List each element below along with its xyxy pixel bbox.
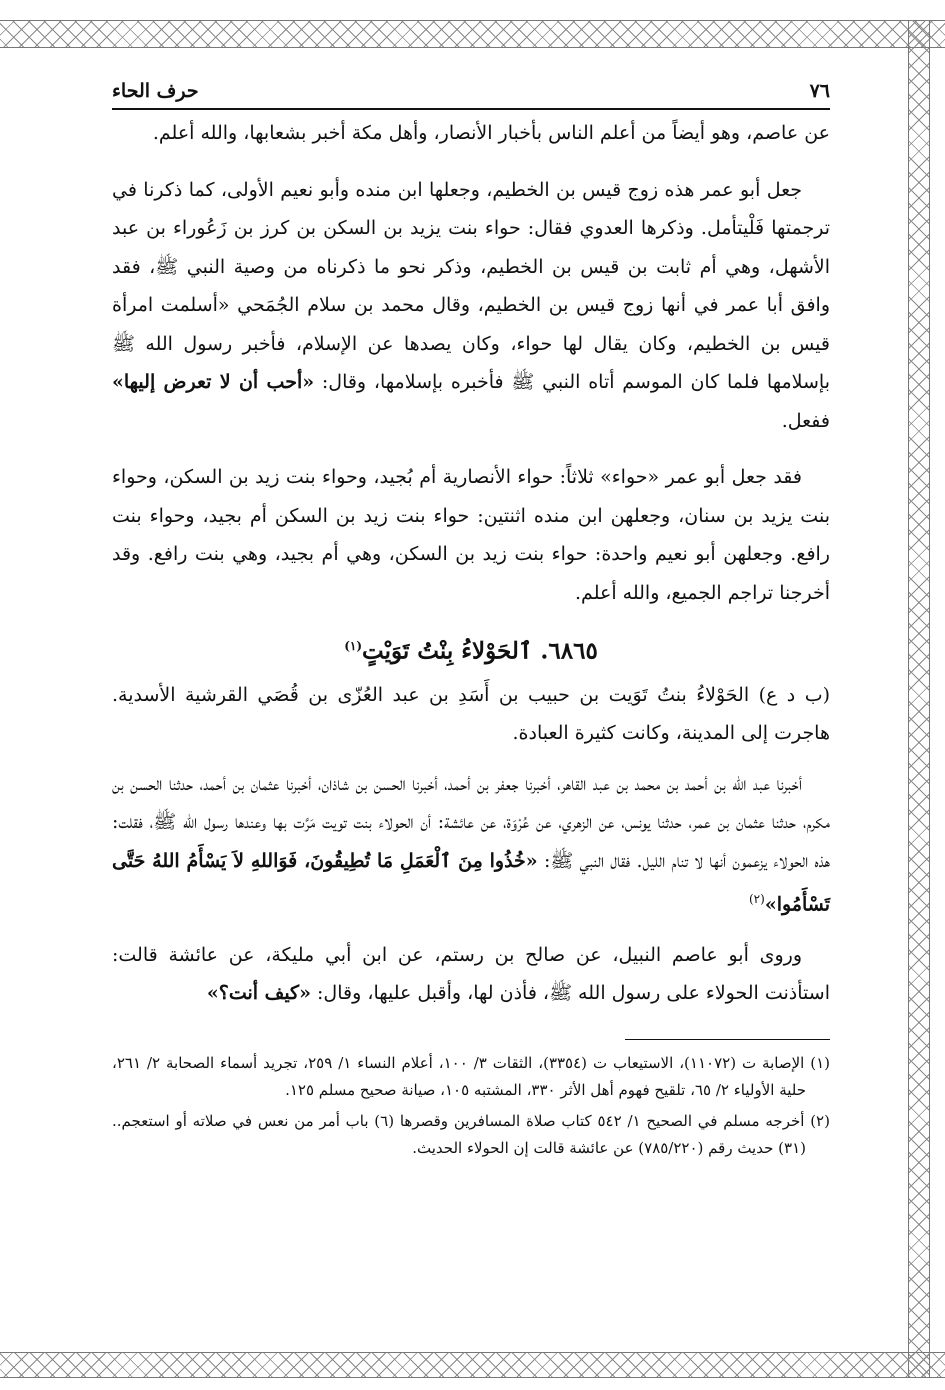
hadith-quote-1: «أحب أن لا تعرض إليها»: [112, 371, 315, 393]
running-title: حرف الحاء: [112, 80, 199, 102]
hadith-quote-2: «خُذُوا مِنَ ٱلْعَمَلِ مَا تُطِيقُونَ، فَوَاللهِ لاَ يَسْأَمُ اللهُ حَتَّى تَسْأَمُوا»: [112, 849, 830, 916]
paragraph-6-text: وروى أبو عاصم النبيل، عن صالح بن رستم، عن ابن أبي مليكة، عن عائشة قالت: استأذنت الحولاء على رسول الله ﷺ، فأذن لها، وأقبل عليها، وقال:: [112, 943, 830, 1005]
ornamental-border-top: [0, 20, 945, 48]
paragraph-1: عن عاصم، وهو أيضاً من أعلم الناس بأخبار الأنصار، وأهل مكة أخبر بشعابها، والله أعلم.: [152, 122, 830, 144]
paragraph-3: فقد جعل أبو عمر «حواء» ثلاثاً: حواء الأنصارية أم بُجيد، وحواء بنت زيد بن السكن، وحواء بنت يزيد بن سنان، وجعلهن ابن منده اثنتين: حواء بنت زيد بن السكن أم بجيد، وحواء بنت رافع. وجعلهن أبو نعيم واحدة: حواء بنت زيد بن السكن، وهي أم بجيد، وهي بنت رافع. وقد أخرجنا تراجم الجميع، والله أعلم.: [112, 466, 830, 604]
entry-title-text: ٦٨٦٥. ٱلحَوْلاءُ بِنْتُ تَوَيْتٍ: [362, 637, 598, 665]
entry-note-ref: (١): [344, 639, 363, 653]
paragraph-4: (ب د ع) الحَوْلاءُ بنتُ تَوَيت بن حبيب بن أَسَدِ بن عبد العُزّى بن قُصَي القرشية الأسدية. هاجرت إلى المدينة، وكانت كثيرة العبادة.: [112, 683, 830, 745]
ornamental-border-bottom: [0, 1352, 945, 1378]
paragraph-5: [112, 765, 830, 924]
hadith-quote-3: «كيف أنت؟»: [206, 982, 311, 1005]
paragraph-2-text: جعل أبو عمر هذه زوج قيس بن الخطيم، وجعلها ابن منده وأبو نعيم الأولى، كما ذكرنا في ترجمتها فَلْيتأمل. وذكرها العدوي فقال: حواء بنت يزيد بن السكن بن كرز بن زَعُوراء بن عبد الأشهل، وهي أم ثابت بن قيس بن الخطيم، وذكر نحو ما ذكرناه من وصية النبي ﷺ، فقد وافق أبا عمر في أنها زوج قيس بن الخطيم، وقال محمد بن سلام الجُمَحي «أسلمت امرأة قيس بن الخطيم، وكان يقال لها حواء، وكان يصدها عن الإسلام، فأخبر رسول الله ﷺ بإسلامها فلما كان الموسم أتاه النبي ﷺ فأخبره بإسلامها، وقال:: [112, 178, 830, 393]
paragraph-6: [112, 936, 830, 1013]
footnote-divider: [625, 1039, 830, 1040]
paragraph-2: [112, 171, 830, 441]
footnote-2: (٢) أخرجه مسلم في الصحيح ١/ ٥٤٢ كتاب صلاة المسافرين وقصرها (٦) باب أمر من نعس في صلاته أو استعجم.. (٣١) حديث رقم (٧٨٥/٢٢٠) عن عائشة قالت إن الحولاء الحديث.: [112, 1111, 830, 1157]
hadith-quote-2-ref: (٢): [748, 892, 765, 907]
entry-title: [112, 626, 830, 672]
page-header: [112, 80, 830, 110]
hadith-quote-1-tail: ففعل.: [781, 409, 830, 432]
paragraph-5-text: أخبرنا عبد الله بن أحمد بن محمد بن عبد القاهر، أخبرنا جعفر بن أحمد، أخبرنا الحسن بن شاذان، أخبرنا عثمان بن أحمد، حدثنا الحسن بن مكرم، حدثنا عثمان بن عمر، حدثنا يونس، عن الزهري، عن عُرْوَة، عن عائشة: أن الحولاء بنت تويت مَرَّت بها وعندها رسول الله ﷺ، فقلت: هذه الحولاء يزعمون أنها لا تنام الليل. فقال النبي ﷺ:: [112, 772, 830, 872]
ornamental-border-right: [908, 20, 930, 1378]
footnote-1: (١) الإصابة ت (١١٠٧٢)، الاستيعاب ت (٣٣٥٤)، الثقات ٣/ ١٠٠، أعلام النساء ١/ ٢٥٩، تجريد أسماء الصحابة ٢/ ٢٦١، حلية الأولياء ٢/ ٦٥، تلقيح فهوم أهل الأثر ٣٣٠، المشتبه ١٠٥، صيانة صحيح مسلم ١٢٥.: [112, 1053, 831, 1099]
page-number: ٧٦: [809, 80, 830, 102]
page-content: [112, 80, 830, 1166]
footnotes: [112, 1050, 830, 1162]
